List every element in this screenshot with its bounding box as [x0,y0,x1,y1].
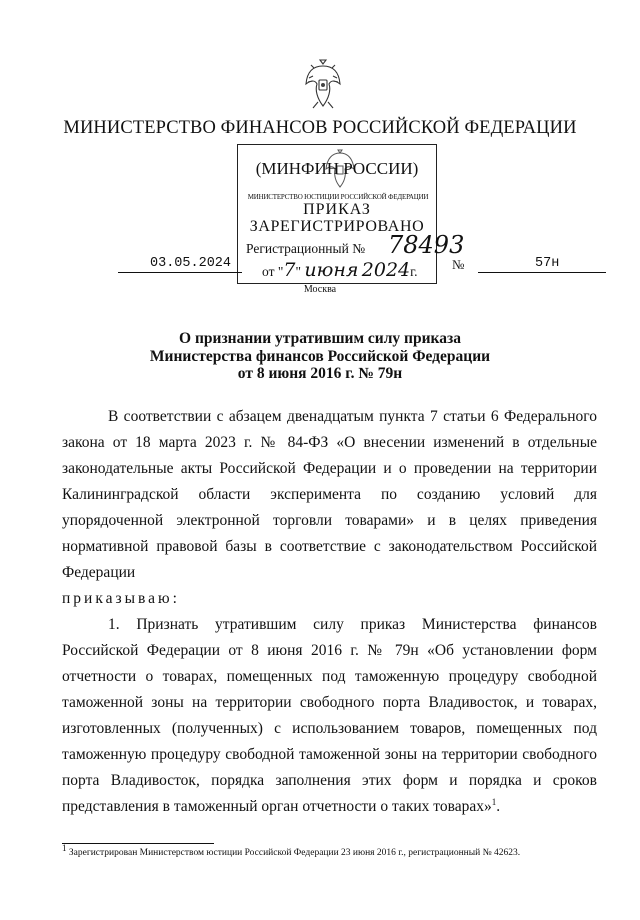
ministry-name: МИНИСТЕРСТВО ФИНАНСОВ РОССИЙСКОЙ ФЕДЕРАЦИИ [63,118,577,138]
stamp-registrar: МИНИСТЕРСТВО ЮСТИЦИИ РОССИЙСКОЙ ФЕДЕРАЦИИ [247,193,429,201]
footnote [62,843,622,859]
item-1-paragraph: 1. Признать утратившим силу приказ Министерства финансов Российской Федерации от 8 июня 2016 г. № 79н «Об установлении форм отчетности о товарах, помещенных под таможенную процедуру свободной таможенной зоны на территории свободного порта Владивосток, и товарах, изготовленных (полученных) с использованием товаров, помещенных под таможенную процедуру свободной таможенной зоны на территории свободного порта Владивосток, порядка заполнения этих форм и порядка и сроков представления в таможенный орган отчетности о таких товарах»$^1$. [62,616,597,815]
stamp-from-label: от [262,264,275,279]
order-date: 03.05.2024 [150,256,232,271]
footnote-ref[interactable]: 1 [491,796,497,807]
footnote-mark: 1 [62,843,67,853]
registration-stamp [237,144,465,284]
title-line-2: Министерства финансов Российской Федерации [149,347,491,365]
stamp-year-suffix: г. [410,264,418,279]
stamp-date: от "7" июня 2024г. [262,259,418,281]
document-body [62,404,597,820]
stamp-registered: ЗАРЕГИСТРИРОВАНО [249,218,425,235]
stamp-month: июня [304,259,359,281]
footnote-text: Зарегистрирован Министерством юстиции Российской Федерации 23 июня 2016 г., регистрационный № 42623. [68,848,521,859]
order-word: приказываю: [62,590,180,607]
city: Москва [303,284,337,295]
footnote-separator [62,843,214,844]
title-line-1: О признании утратившим силу приказа [179,330,461,347]
stamp-year: 2024 [361,259,411,281]
stamp-ministry-abbr: (МИНФИН РОССИИ) [255,159,419,178]
title-line-3: от 8 июня 2016 г. № 79н [237,365,403,382]
coat-of-arms-icon [303,58,343,112]
stamp-reg-label: Регистрационный № [246,241,366,256]
stamp-order-word: ПРИКАЗ [303,201,371,218]
document-title [0,330,640,383]
preamble-paragraph: В соответствии с абзацем двенадцатым пункта 7 статьи 6 Федерального закона от 18 марта 2023 г. № 84-ФЗ «О внесении изменений в отдельные законодательные акты Российской Федерации и о проведении на территории Калининградской области эксперимента по созданию условий для упорядоченной электронной торговли товарами» и в целях приведения нормативной правовой базы в соответствие с законодательством Российской Федерации [62,408,597,581]
item-1-text: 1. Признать утратившим силу приказ Министерства финансов Российской Федерации от 8 июня 2016 г. № 79н «Об установлении форм отчетности о товарах, помещенных под таможенную процедуру свободной таможенной зоны на территории свободного порта Владивосток, и товарах, изготовленных (полученных) с использованием товаров, помещенных под таможенную процедуру свободной таможенной зоны на территории свободного порта Владивосток, порядка заполнения этих форм и порядка и сроков представления в таможенный орган отчетности о таких товарах» [62,616,597,815]
stamp-reg-number: 78493 [388,231,465,259]
number-label: № [452,257,465,272]
order-number: 57н [535,256,560,271]
stamp-day: 7 [283,259,296,281]
date-underline [118,272,242,273]
number-underline [478,272,606,273]
